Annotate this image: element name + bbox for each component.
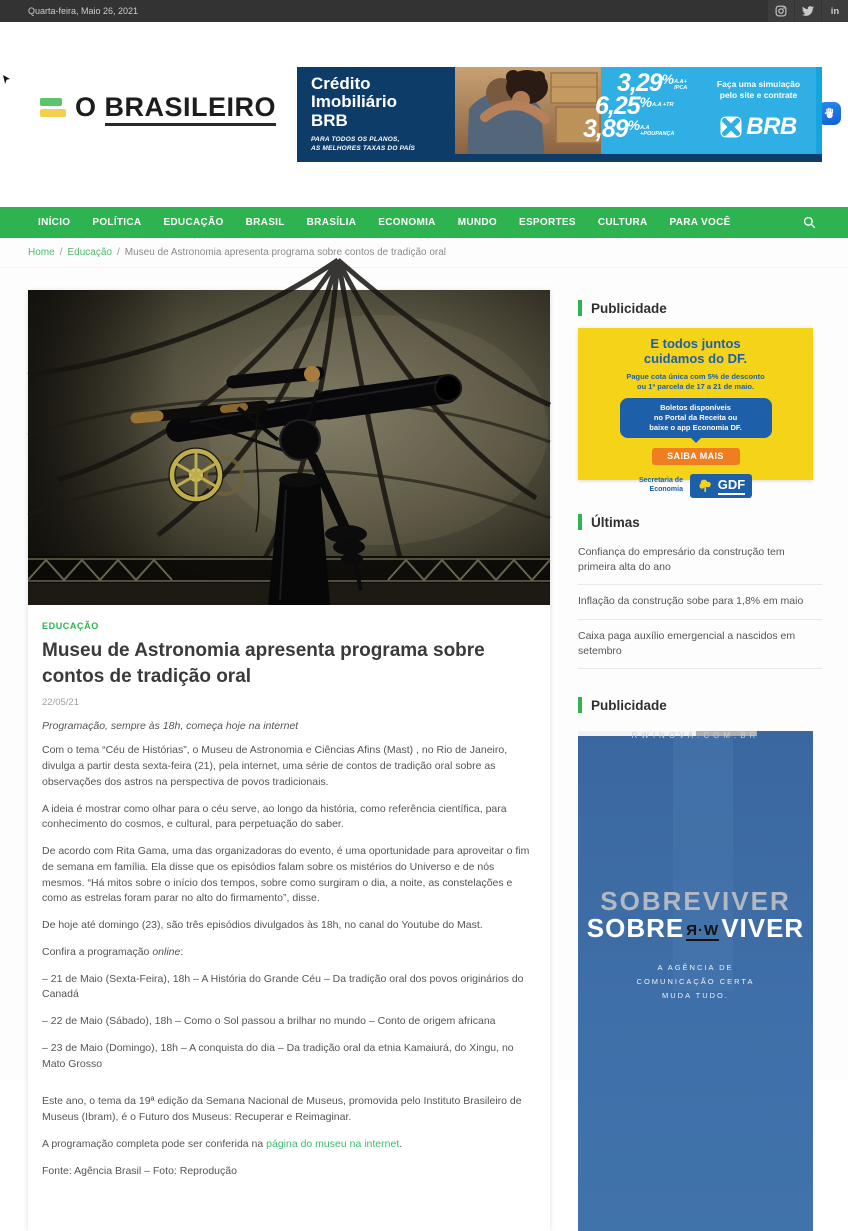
latest-list (578, 536, 822, 669)
schedule-item: – 22 de Maio (Sábado), 18h – Como o Sol passou a brilhar no mundo – Conto de origem africana (42, 1015, 496, 1028)
brb-logo: BRB (720, 113, 797, 141)
paragraph: Com o tema “Céu de Histórias”, o Museu de Astronomia e Ciências Afins (Mast) , no Rio de Janeiro, divulga a partir desta sexta-feira (21), pela internet, uma série de contos de tradição oral sobre as observações dos astros na perspectiva de povos tradicionais. (42, 744, 508, 788)
hand-icon (823, 107, 836, 120)
twitter-icon[interactable] (795, 0, 821, 22)
paragraph-closing: Este ano, o tema da 19ª edição da Semana Nacional de Museus, promovida pelo Instituto Brasileiro de Museus (Ibram), é o Futuro dos Museus: Recuperar e Reimaginar. (42, 1095, 522, 1124)
gdf-tree-icon (697, 477, 715, 495)
article-hero-image-telescope (28, 290, 550, 605)
latest-item[interactable]: Confiança do empresário da construção tem primeira alta do ano (578, 536, 822, 585)
brb-banner-ad[interactable] (297, 67, 822, 162)
article-body (28, 605, 550, 1203)
rw-inova-sidebar-ad[interactable]: RWINOVA.COM.BR SOBREVIVER SOBRE Я·W VIVER A AGÊNCIA DE COMUNICAÇÃO CERTA MUDA TUDO. (578, 731, 813, 1231)
gdf-logo: GDF (690, 474, 752, 498)
ad-label-1: Publicidade (578, 300, 822, 316)
nav-item-brasilia[interactable]: BRASÍLIA (306, 217, 357, 228)
nav-item-mundo[interactable]: MUNDO (457, 217, 497, 228)
logo-word-o: O (75, 92, 97, 122)
latest-item[interactable]: Inflação da construção sobe para 1,8% em maio (578, 585, 822, 619)
content-area (0, 268, 848, 1231)
schedule-item: – 21 de Maio (Sexta-Feira), 18h – A História do Grande Céu – Da tradição oral dos povos originários do Canadá (42, 972, 524, 1001)
brb-ad-photo (455, 67, 601, 162)
ad-label-2: Publicidade (578, 697, 822, 713)
nav-item-economia[interactable]: ECONOMIA (378, 217, 436, 228)
paragraph-link: A programação completa pode ser conferida na página do museu na internet. (42, 1137, 403, 1150)
article-source: Fonte: Agência Brasil – Foto: Reprodução (42, 1164, 237, 1177)
rw-ad-url: RWINOVA.COM.BR (631, 731, 760, 741)
brb-flag-icon (720, 116, 742, 138)
site-logo[interactable] (40, 92, 276, 123)
latest-item[interactable]: Caixa paga auxílio emergencial a nascidos em setembro (578, 620, 822, 669)
latest-title: Últimas (578, 514, 822, 530)
nav-item-educacao[interactable]: EDUCAÇÃO (163, 217, 224, 228)
nav-item-inicio[interactable]: INÍCIO (38, 217, 71, 228)
masthead (0, 22, 848, 207)
nav-item-cultura[interactable]: CULTURA (597, 217, 648, 228)
rw-logo-mark: Я·W (686, 922, 720, 940)
article-date: 22/05/21 (42, 697, 79, 709)
logo-word-brasileiro: BRASILEIRO (105, 92, 277, 126)
nav-item-politica[interactable]: POLÍTICA (92, 217, 142, 228)
breadcrumb-section[interactable]: Educação (67, 247, 112, 258)
nav-item-para-voce[interactable]: PARA VOCÊ (669, 217, 731, 228)
article-card (28, 290, 550, 1231)
logo-bars-icon (40, 98, 66, 117)
nav-item-brasil[interactable]: BRASIL (245, 217, 285, 228)
search-icon[interactable] (803, 207, 816, 238)
brb-ad-text-panel: Crédito Imobiliário BRB PARA TODOS OS PLANOS, AS MELHORES TAXAS DO PAÍS (297, 67, 455, 162)
article-subtitle: Programação, sempre às 18h, começa hoje na internet (42, 720, 299, 733)
article-title: Museu de Astronomia apresenta programa sobre contos de tradição oral (42, 640, 485, 687)
topbar (0, 0, 848, 22)
green-bar-icon (578, 514, 582, 530)
instagram-icon[interactable] (768, 0, 794, 22)
gdf-ad-bubble: Boletos disponíveis no Portal da Receita ou baixe o app Economia DF. (620, 398, 772, 437)
social-links (767, 0, 848, 22)
breadcrumb-current: Museu de Astronomia apresenta programa sobre contos de tradição oral (124, 247, 447, 258)
current-date: Quarta-feira, Maio 26, 2021 (28, 6, 139, 16)
cursor-icon (2, 72, 11, 90)
paragraph: De acordo com Rita Gama, uma das organizadoras do evento, é uma oportunidade para aproveitar o fim de semana em família. Ela disse que os episódios falam sobre os mistérios do Universo e de nós mesmos. “Há mitos sobre o início dos tempos, sobre como surgiram o dia, a noite, as constelações e como as estrelas foram parar no alto do firmamento”, disse. (42, 845, 530, 905)
main-navigation (0, 207, 848, 238)
saiba-mais-button[interactable]: SAIBA MAIS (652, 448, 740, 465)
paragraph: A ideia é mostrar como olhar para o céu serve, ao longo da história, como referência científica, para conhecimento do cosmos, e cultural, para perpetuação do saber. (42, 802, 507, 831)
linkedin-icon[interactable]: in (822, 0, 848, 22)
paragraph-confira: Confira a programação online: (42, 945, 184, 958)
schedule-item: – 23 de Maio (Domingo), 18h – A conquista do dia – Da tradição oral da etnia Kamaiurá, do Xingu, no Mato Grosso (42, 1041, 514, 1070)
gdf-sidebar-ad[interactable]: E todos juntos cuidamos do DF. Pague cota única com 5% de desconto ou 1ª parcela de 17 a 21 de maio. Boletos disponíveis no Portal da Receita ou baixe o app Economia DF. SAIBA MAIS Secretaria de Economia GDF (578, 328, 813, 480)
green-bar-icon (578, 697, 582, 713)
nav-item-esportes[interactable]: ESPORTES (518, 217, 576, 228)
article-category[interactable]: EDUCAÇÃO (42, 621, 99, 631)
museum-page-link[interactable]: página do museu na internet (266, 1137, 400, 1150)
breadcrumb-home[interactable]: Home (28, 247, 55, 258)
breadcrumb: Home / Educação / Museu de Astronomia apresenta programa sobre contos de tradição oral (0, 238, 848, 268)
green-bar-icon (578, 300, 582, 316)
paragraph: De hoje até domingo (23), são três episódios divulgados às 18h, no canal do Youtube do Mast. (42, 919, 483, 932)
sidebar (578, 290, 822, 1231)
brb-ad-rates-panel: 3,29 % A.A+ IPCA 6,25 % A.A +TR 3,89 % A.A +POUPANÇA Faça uma simulação pelo site e contrate BRB (601, 67, 822, 162)
